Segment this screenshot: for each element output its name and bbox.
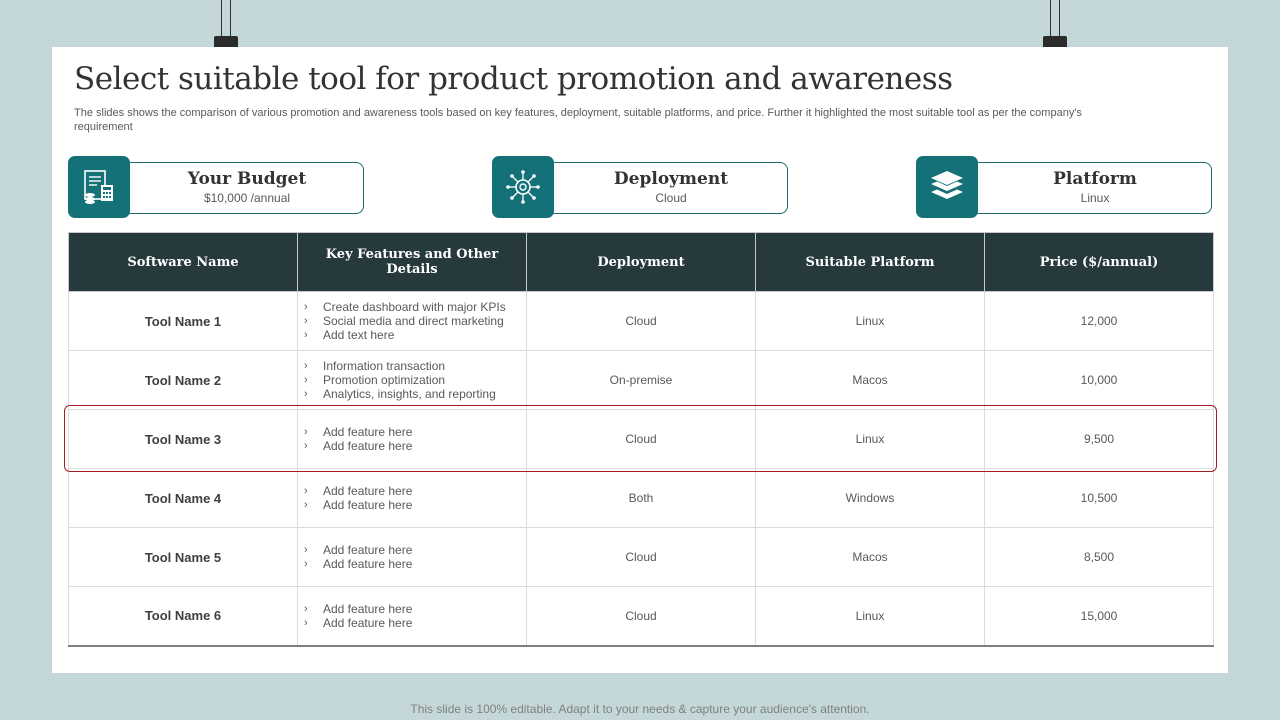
layers-icon: [916, 156, 978, 218]
features-cell: [298, 410, 527, 469]
cloud-network-icon: [492, 156, 554, 218]
platform-cell: Windows: [756, 469, 985, 528]
budget-calculator-icon: [68, 156, 130, 218]
tool-name-cell: Tool Name 5: [69, 528, 298, 587]
platform-card-value: Linux: [1080, 191, 1110, 205]
feature-item: › Add feature here: [304, 439, 413, 453]
chevron-right-icon: ›: [304, 499, 308, 511]
chevron-right-icon: ›: [304, 558, 308, 570]
table-row-highlighted: [69, 410, 1214, 469]
header-suitable-platform: Suitable Platform: [756, 233, 985, 292]
platform-cell: Linux: [756, 292, 985, 351]
deployment-cell: Cloud: [527, 587, 756, 646]
budget-card-title: Your Budget: [187, 169, 307, 189]
features-cell: [298, 587, 527, 646]
feature-item: › Social media and direct marketing: [304, 314, 504, 328]
feature-item: › Add feature here: [304, 615, 413, 630]
chevron-right-icon: ›: [304, 602, 308, 615]
header-price: Price ($/annual): [985, 233, 1214, 292]
table-row: [69, 469, 1214, 528]
chevron-right-icon: ›: [304, 374, 308, 386]
tool-name-cell: Tool Name 1: [69, 292, 298, 351]
price-cell: 15,000: [985, 587, 1214, 646]
deployment-cell: Cloud: [527, 528, 756, 587]
feature-item: › Add feature here: [304, 425, 413, 439]
deployment-cell: Both: [527, 469, 756, 528]
platform-cell: Macos: [756, 351, 985, 410]
features-cell: [298, 351, 527, 410]
feature-item: › Analytics, insights, and reporting: [304, 387, 496, 401]
price-cell: 9,500: [985, 410, 1214, 469]
platform-card-title: Platform: [1053, 169, 1137, 189]
platform-cell: Macos: [756, 528, 985, 587]
deployment-card-title: Deployment: [613, 169, 729, 189]
table-row: [69, 587, 1214, 646]
feature-item: › Add feature here: [304, 557, 413, 571]
deployment-cell: Cloud: [527, 292, 756, 351]
feature-item: › Promotion optimization: [304, 373, 446, 387]
platform-cell: Linux: [756, 410, 985, 469]
tool-name-cell: Tool Name 6: [69, 587, 298, 646]
feature-item: › Add feature here: [304, 484, 413, 498]
chevron-right-icon: ›: [304, 616, 308, 629]
chevron-right-icon: ›: [304, 360, 308, 372]
chevron-right-icon: ›: [304, 329, 308, 341]
feature-item: › Add feature here: [304, 601, 413, 616]
feature-item: › Information transaction: [304, 359, 446, 373]
tool-name-cell: Tool Name 3: [69, 410, 298, 469]
feature-item: › Add feature here: [304, 498, 413, 512]
table-row: [69, 351, 1214, 410]
tool-name-cell: Tool Name 2: [69, 351, 298, 410]
deployment-card: [492, 162, 788, 214]
price-cell: 10,000: [985, 351, 1214, 410]
feature-item: › Add text here: [304, 328, 395, 342]
header-key-features: Key Features and Other Details: [298, 233, 527, 292]
header-deployment: Deployment: [527, 233, 756, 292]
table-row: [69, 292, 1214, 351]
slide-subtitle: The slides shows the comparison of various promotion and awareness tools based on key features, deployment, suitable platforms, and price. Further it highlighted the most suitable tool as per the company's requirement: [74, 107, 1082, 133]
price-cell: 8,500: [985, 528, 1214, 587]
table-header-row: [69, 233, 1214, 292]
chevron-right-icon: ›: [304, 426, 308, 438]
footer-note: This slide is 100% editable. Adapt it to your needs & capture your audience's attention.: [410, 702, 870, 716]
chevron-right-icon: ›: [304, 301, 308, 313]
features-cell: [298, 292, 527, 351]
chevron-right-icon: ›: [304, 544, 308, 556]
slide-canvas: [52, 47, 1228, 673]
tool-name-cell: Tool Name 4: [69, 469, 298, 528]
header-software-name: Software Name: [69, 233, 298, 292]
budget-card: [68, 162, 364, 214]
budget-card-value: $10,000 /annual: [203, 191, 291, 205]
features-cell: [298, 469, 527, 528]
price-cell: 12,000: [985, 292, 1214, 351]
feature-item: › Create dashboard with major KPIs: [304, 300, 506, 314]
chevron-right-icon: ›: [304, 315, 308, 327]
platform-cell: Linux: [756, 587, 985, 646]
price-cell: 10,500: [985, 469, 1214, 528]
chevron-right-icon: ›: [304, 388, 308, 400]
feature-item: › Add feature here: [304, 543, 413, 557]
chevron-right-icon: ›: [304, 440, 308, 452]
deployment-card-value: Cloud: [655, 191, 687, 205]
comparison-table: [68, 232, 1214, 647]
deployment-cell: On-premise: [527, 351, 756, 410]
table-row: [69, 528, 1214, 587]
slide-title: Select suitable tool for product promotion and awareness: [74, 61, 953, 97]
features-cell: [298, 528, 527, 587]
platform-card: [916, 162, 1212, 214]
chevron-right-icon: ›: [304, 485, 308, 497]
deployment-cell: Cloud: [527, 410, 756, 469]
